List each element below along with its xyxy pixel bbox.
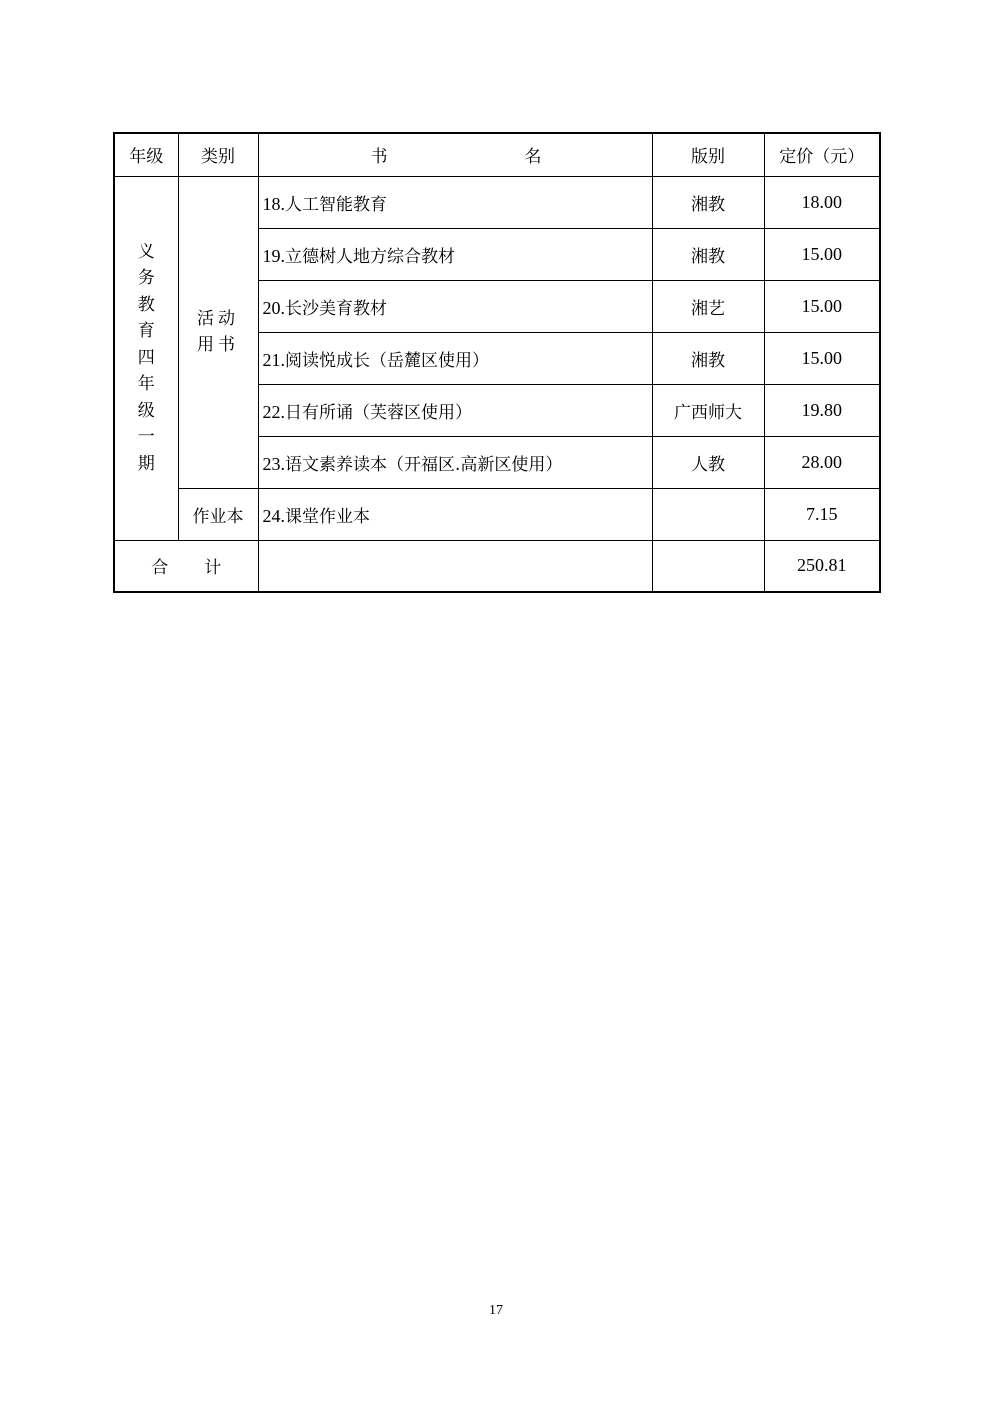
total-label-char: 合 bbox=[151, 558, 169, 579]
book-title: 人工智能教育 bbox=[285, 194, 387, 215]
grade-char: 教 bbox=[137, 294, 155, 315]
total-row bbox=[114, 540, 880, 592]
category-activity-label: 活动用书 bbox=[197, 309, 239, 355]
book-title: 阅读悦成长（岳麓区使用） bbox=[285, 350, 489, 371]
book-title: 课堂作业本 bbox=[285, 506, 370, 527]
book-name-cell bbox=[258, 176, 652, 228]
book-number: 24. bbox=[262, 505, 285, 526]
grade-char: 四 bbox=[137, 347, 155, 368]
total-empty-cell bbox=[258, 540, 652, 592]
edition-cell: 湘教 bbox=[652, 176, 764, 228]
header-category: 类别 bbox=[178, 133, 258, 176]
grade-char: 级 bbox=[137, 400, 155, 421]
header-book-name bbox=[258, 133, 652, 176]
textbook-price-table bbox=[113, 132, 881, 593]
header-book-name-char: 书 bbox=[370, 147, 388, 168]
page-number: 17 bbox=[489, 1303, 503, 1318]
header-book-name-char: 名 bbox=[524, 147, 542, 168]
grade-char: 一 bbox=[137, 427, 155, 448]
grade-char: 年 bbox=[137, 374, 155, 395]
book-title: 语文素养读本（开福区.高新区使用） bbox=[285, 454, 563, 475]
book-name-cell bbox=[258, 280, 652, 332]
price-cell: 15.00 bbox=[764, 280, 880, 332]
category-homework-cell: 作业本 bbox=[178, 488, 258, 540]
book-name-cell bbox=[258, 228, 652, 280]
grade-cell bbox=[114, 176, 178, 540]
total-label-char: 计 bbox=[204, 558, 222, 579]
price-cell: 19.80 bbox=[764, 384, 880, 436]
book-name-cell bbox=[258, 332, 652, 384]
edition-cell: 湘教 bbox=[652, 228, 764, 280]
edition-cell: 人教 bbox=[652, 436, 764, 488]
price-cell: 15.00 bbox=[764, 332, 880, 384]
header-price: 定价（元） bbox=[764, 133, 880, 176]
category-activity-cell bbox=[178, 176, 258, 488]
total-price-cell: 250.81 bbox=[764, 540, 880, 592]
edition-cell: 湘艺 bbox=[652, 280, 764, 332]
book-title: 立德树人地方综合教材 bbox=[285, 246, 455, 267]
book-number: 19. bbox=[262, 245, 285, 266]
book-number: 22. bbox=[262, 401, 285, 422]
total-label-cell bbox=[114, 540, 258, 592]
price-cell: 15.00 bbox=[764, 228, 880, 280]
book-name-cell bbox=[258, 436, 652, 488]
edition-cell bbox=[652, 488, 764, 540]
book-title: 长沙美育教材 bbox=[285, 298, 387, 319]
book-number: 21. bbox=[262, 349, 285, 370]
price-cell: 28.00 bbox=[764, 436, 880, 488]
table-row bbox=[114, 488, 880, 540]
edition-cell: 广西师大 bbox=[652, 384, 764, 436]
book-title: 日有所诵（芙蓉区使用） bbox=[285, 402, 472, 423]
book-name-cell bbox=[258, 384, 652, 436]
price-cell: 7.15 bbox=[764, 488, 880, 540]
table-header-row bbox=[114, 133, 880, 176]
table-row bbox=[114, 176, 880, 228]
grade-char: 务 bbox=[137, 268, 155, 289]
book-number: 18. bbox=[262, 193, 285, 214]
header-edition: 版别 bbox=[652, 133, 764, 176]
grade-char: 期 bbox=[137, 453, 155, 474]
price-cell: 18.00 bbox=[764, 176, 880, 228]
book-number: 20. bbox=[262, 297, 285, 318]
grade-char: 义 bbox=[137, 241, 155, 262]
book-name-cell bbox=[258, 488, 652, 540]
total-empty-cell bbox=[652, 540, 764, 592]
book-number: 23. bbox=[262, 453, 285, 474]
header-grade: 年级 bbox=[114, 133, 178, 176]
edition-cell: 湘教 bbox=[652, 332, 764, 384]
grade-char: 育 bbox=[137, 321, 155, 342]
